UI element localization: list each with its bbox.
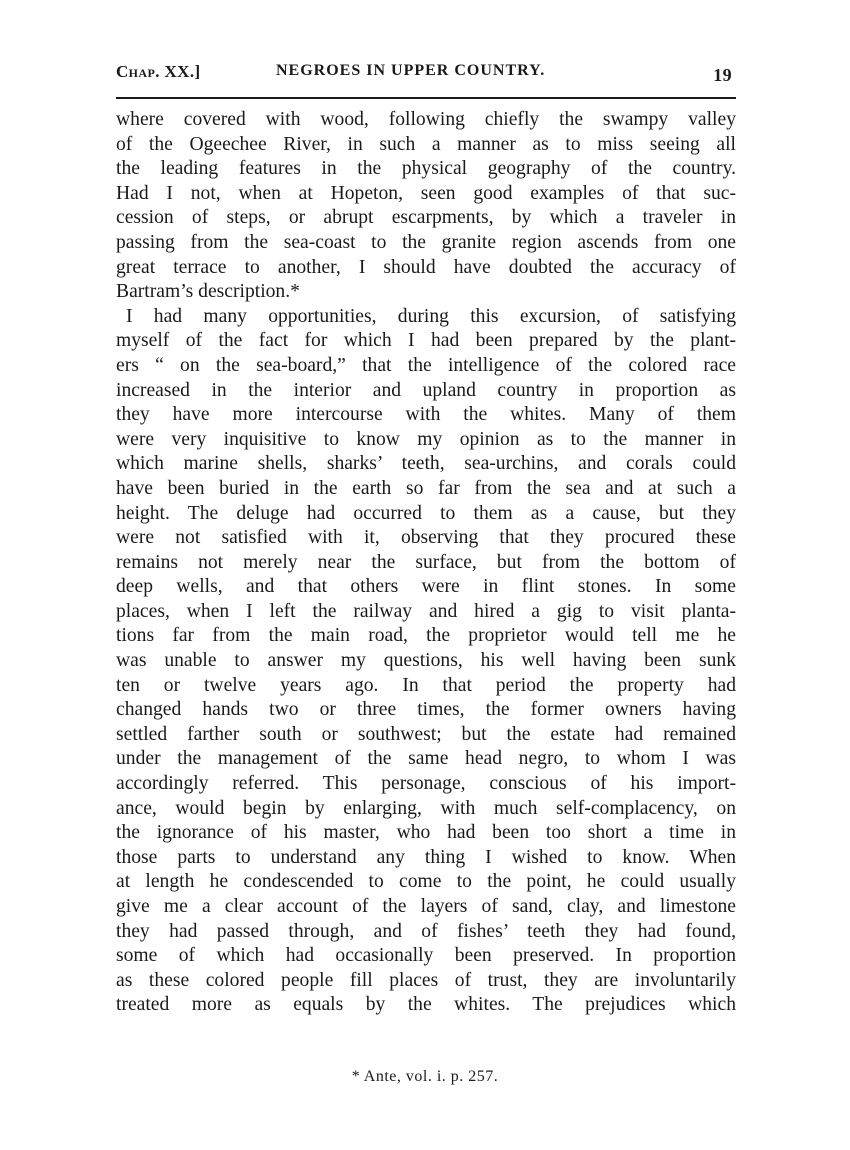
text-line: were not satisfied with it, observing that they procured these [116, 527, 736, 549]
text-line: I had many opportunities, during this excursion, of satisfying [126, 305, 736, 327]
text-line: passing from the sea-coast to the granite region ascends from one [116, 231, 736, 253]
page-number: 19 [713, 65, 732, 85]
text-line: places, when I left the railway and hired a gig to visit planta- [116, 600, 736, 622]
header-rule [116, 97, 736, 99]
running-title: NEGROES IN UPPER COUNTRY. [276, 62, 546, 79]
text-line: ance, would begin by enlarging, with much self-complacency, on [116, 797, 736, 819]
text-line: myself of the fact for which I had been prepared by the plant- [116, 330, 736, 352]
text-line: they had passed through, and of fishes’ teeth they had found, [116, 920, 736, 942]
text-line: accordingly referred. This personage, conscious of his import- [116, 773, 736, 795]
text-line: those parts to understand any thing I wished to know. When [116, 846, 736, 868]
text-line: was unable to answer my questions, his well having been sunk [116, 650, 736, 672]
text-line: of the Ogeechee River, in such a manner as to miss seeing all [116, 133, 736, 155]
text-line: Had I not, when at Hopeton, seen good examples of that suc- [116, 182, 736, 204]
footnote: * Ante, vol. i. p. 257. [351, 1068, 499, 1085]
text-line: changed hands two or three times, the former owners having [116, 699, 736, 721]
text-line: they have more intercourse with the whites. Many of them [116, 404, 736, 426]
text-line: settled farther south or southwest; but the estate had remained [116, 723, 736, 745]
text-line: ten or twelve years ago. In that period the property had [116, 674, 736, 696]
body-text [116, 108, 736, 1018]
chapter-label: Chap. XX.] [116, 62, 201, 81]
text-line: the leading features in the physical geography of the country. [116, 158, 736, 180]
text-line: increased in the interior and upland country in proportion as [116, 379, 736, 401]
text-line: under the management of the same head negro, to whom I was [116, 748, 736, 770]
text-line: Bartram’s description.* [116, 281, 300, 303]
text-line: great terrace to another, I should have doubted the accuracy of [116, 256, 736, 278]
text-line: were very inquisitive to know my opinion as to the manner in [116, 428, 736, 450]
text-line: remains not merely near the surface, but from the bottom of [116, 551, 736, 573]
text-line: which marine shells, sharks’ teeth, sea-urchins, and corals could [116, 453, 736, 475]
text-line: give me a clear account of the layers of sand, clay, and limestone [116, 896, 736, 917]
text-line: deep wells, and that others were in flint stones. In some [116, 576, 736, 598]
text-line: cession of steps, or abrupt escarpments, by which a traveler in [116, 207, 736, 229]
text-line: ers “ on the sea-board,” that the intelligence of the colored race [116, 354, 736, 376]
text-line: have been buried in the earth so far from the sea and at such a [116, 477, 736, 499]
text-line: as these colored people fill places of trust, they are involuntarily [116, 969, 736, 991]
text-line: height. The deluge had occurred to them as a cause, but they [116, 502, 736, 524]
text-line: where covered with wood, following chiefly the swampy valley [116, 109, 736, 130]
text-line: some of which had occasionally been preserved. In proportion [116, 945, 736, 967]
text-line: treated more as equals by the whites. The prejudices which [116, 994, 736, 1016]
text-line: at length he condescended to come to the point, he could usually [116, 871, 736, 893]
running-header [116, 58, 736, 88]
text-line: tions far from the main road, the proprietor would tell me he [116, 625, 736, 647]
text-line: the ignorance of his master, who had been too short a time in [116, 822, 736, 844]
